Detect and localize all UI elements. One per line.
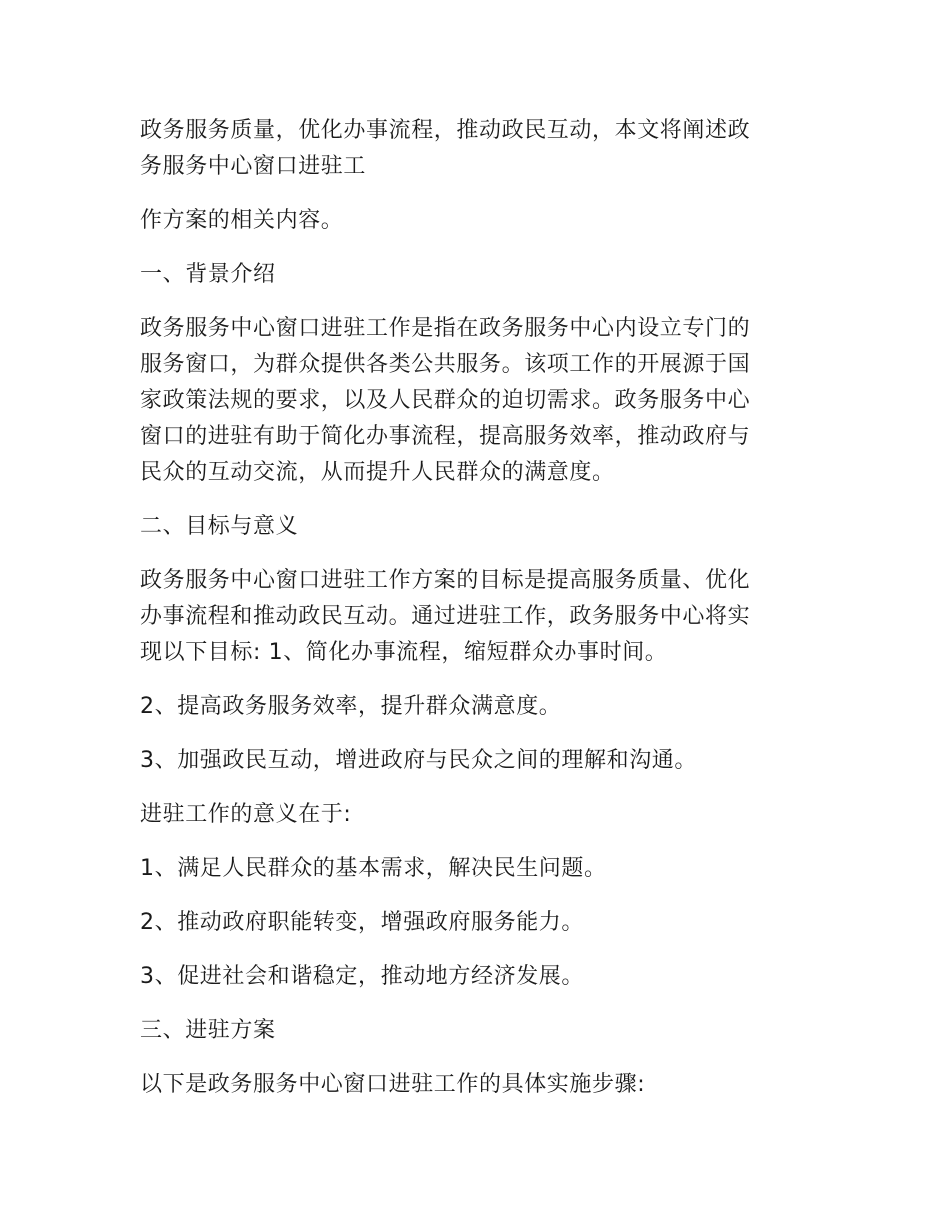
text-line: 家政策法规的要求，以及人民群众的迫切需求。政务服务中心 <box>140 388 751 413</box>
section-heading-background: 一、背景介绍 <box>140 262 276 287</box>
section-heading-goals: 二、目标与意义 <box>140 514 299 539</box>
meaning-item-3: 3、促进社会和谐稳定，推动地方经济发展。 <box>140 964 584 989</box>
text-line: 政务服务中心窗口进驻工作方案的目标是提高服务质量、优化 <box>140 568 751 593</box>
text-line: 办事流程和推动政民互动。通过进驻工作，政务服务中心将实 <box>140 604 751 629</box>
goal-item-3: 3、加强政民互动，增进政府与民众之间的理解和沟通。 <box>140 748 697 773</box>
text-line: 现以下目标: 1、简化办事流程，缩短群众办事时间。 <box>140 640 668 665</box>
text-line: 务服务中心窗口进驻工 <box>140 154 367 179</box>
meaning-item-1: 1、满足人民群众的基本需求，解决民生问题。 <box>140 856 607 881</box>
intro-continuation: 作方案的相关内容。 <box>140 208 344 233</box>
meaning-intro: 进驻工作的意义在于: <box>140 802 352 827</box>
text-line: 服务窗口，为群众提供各类公共服务。该项工作的开展源于国 <box>140 352 751 377</box>
intro-paragraph <box>140 113 805 185</box>
goals-paragraph <box>140 563 805 671</box>
goal-item-2: 2、提高政务服务效率，提升群众满意度。 <box>140 694 562 719</box>
document-body <box>140 113 805 1121</box>
text-line: 民众的互动交流，从而提升人民群众的满意度。 <box>140 460 615 485</box>
text-line: 政务服务质量，优化办事流程，推动政民互动，本文将阐述政 <box>140 118 751 143</box>
background-paragraph <box>140 311 805 491</box>
text-line: 政务服务中心窗口进驻工作是指在政务服务中心内设立专门的 <box>140 316 751 341</box>
meaning-item-2: 2、推动政府职能转变，增强政府服务能力。 <box>140 910 584 935</box>
text-line: 窗口的进驻有助于简化办事流程，提高服务效率，推动政府与 <box>140 424 751 449</box>
plan-intro: 以下是政务服务中心窗口进驻工作的具体实施步骤: <box>140 1072 646 1097</box>
section-heading-plan: 三、进驻方案 <box>140 1018 276 1043</box>
